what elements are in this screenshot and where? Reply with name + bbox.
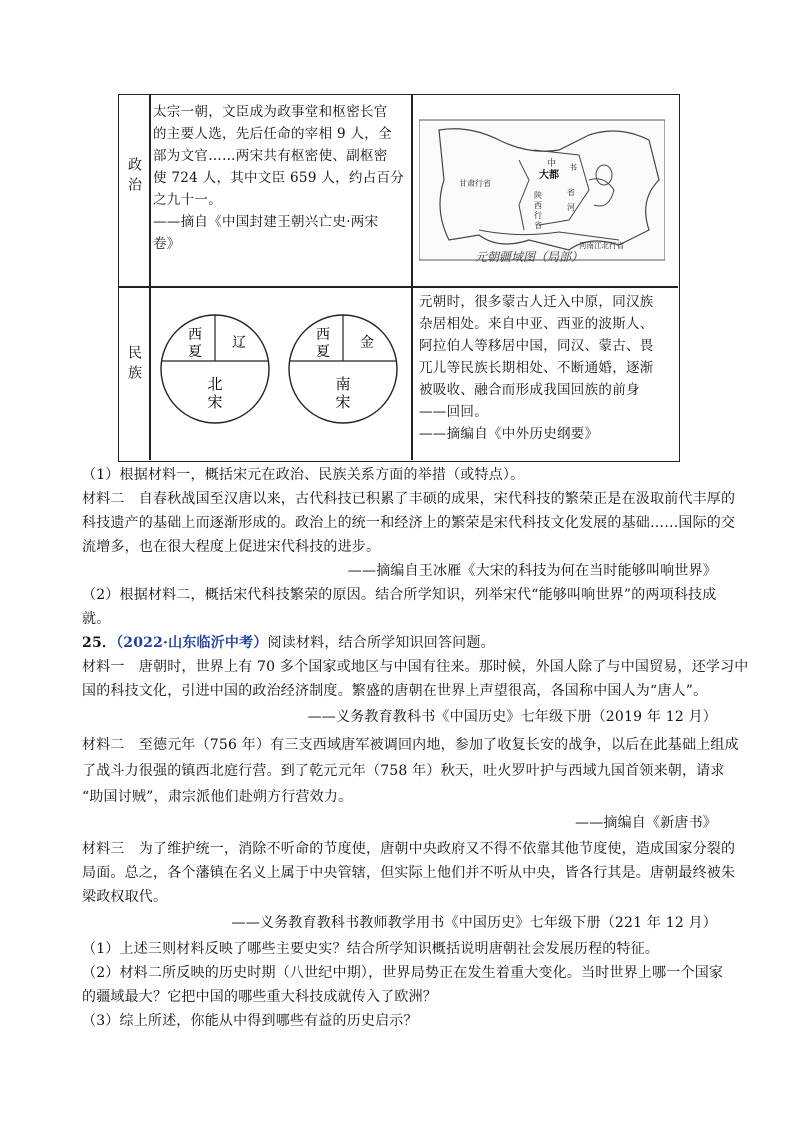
material-2-source: ——摘编自王冰雁《大宋的科技为何在当时能够叫响世界》 — [347, 563, 717, 579]
question-1: （1）根据材料一，概括宋元在政治、民族关系方面的举措（或特点）。 — [82, 467, 525, 483]
material-a3-text: 梁政权取代。 — [82, 889, 168, 905]
map-label: 甘肃行省 — [459, 179, 491, 188]
map-label: 西 — [534, 201, 542, 210]
material-a2-text: “助国讨贼”，肃宗派他们赴朔方行营效力。 — [82, 789, 353, 805]
question-b3: （3）综上所述，你能从中得到哪些有益的历史启示？ — [82, 1013, 418, 1029]
material-a3-source: ——义务教育教科书教师教学用书《中国历史》七年级下册（221 年 12 月） — [231, 915, 717, 931]
label-jin: 金 — [360, 335, 374, 351]
map-label: 中 — [547, 159, 557, 169]
question-b1: （1）上述三则材料反映了哪些主要史实？结合所学知识概括说明唐朝社会发展历程的特征。 — [82, 941, 660, 957]
map-label: 省 — [567, 188, 575, 197]
label-nansong: 宋 — [335, 393, 351, 411]
material-2-text: 流增多，也在很大程度上促进宋代科技的进步。 — [82, 539, 381, 555]
table-divider — [411, 287, 413, 460]
label-xixia: 夏 — [188, 344, 202, 360]
label-xixia: 夏 — [316, 344, 330, 360]
label-xixia: 西 — [316, 327, 330, 343]
map-label: 河南江北行省 — [579, 241, 624, 250]
row-label-ethnic: 民族 — [126, 345, 142, 385]
row-label-politics: 政治 — [126, 157, 142, 197]
table-divider — [119, 286, 678, 288]
map-label: 行 — [534, 211, 542, 220]
table-divider — [149, 95, 151, 460]
material-a2-text: 材料二 至德元年（756 年）有三支西域唐军被调回内地，参加了收复长安的战争，以后在此基础上组成 — [82, 737, 739, 753]
label-xixia: 西 — [188, 327, 202, 343]
material-a1-text: 材料一 唐朝时，世界上有 70 多个国家或地区与中国有往来。那时候，外国人除了与中国贸易，还学习中 — [82, 659, 749, 675]
map-label-dadu: 大都 — [539, 170, 559, 181]
dynasty-coexistence-diagram — [157, 309, 401, 429]
material-2-text: 科技遗产的基础上而逐渐形成的。政治上的统一和经济上的繁荣是宋代科技文化发展的基础……国际的交 — [82, 515, 736, 531]
ethnic-text: 元朝时，很多蒙古人迁入中原，同汉族 杂居相处。来自中亚、西亚的波斯人、 阿拉伯人等移居中国，同汉、蒙古、畏 兀儿等民族长期相处、不断通婚，逐渐 被吸收、融合而形成我国回族的前身 ——回回。 ——摘编自《中外历史纲要》 — [419, 294, 654, 442]
question-2: （2）根据材料二，概括宋代科技繁荣的原因。结合所学知识，列举宋代“能够叫响世界”的两项科技成 — [82, 587, 717, 603]
question-b2: （2）材料二所反映的历史时期（八世纪中期），世界局势正在发生着重大变化。当时世界上哪一个国家 — [82, 965, 724, 981]
map-label: 书 — [569, 163, 577, 172]
label-liao: 辽 — [232, 335, 246, 351]
table-divider — [411, 95, 413, 287]
question-2: 就。 — [82, 611, 111, 627]
material-a1-source: ——义务教育教科书《中国历史》七年级下册（2019 年 12 月） — [307, 709, 717, 725]
circle-southern-song — [289, 315, 397, 423]
label-beisong: 北 — [207, 375, 223, 393]
material-a1-text: 国的科技文化，引进中国的政治经济制度。繁盛的唐朝在世界上声望很高，各国称中国人为“唐人”。 — [82, 683, 708, 699]
material-a3-text: 材料三 为了维护统一，消除不听命的节度使，唐朝中央政府又不得不依靠其他节度使，造成国家分裂的 — [82, 841, 736, 857]
problem-source: （2022·山东临沂中考） — [116, 635, 268, 651]
label-nansong: 南 — [335, 375, 351, 393]
politics-text: 太宗一朝，文臣成为政事堂和枢密长官 的主要人选，先后任命的宰相 9 人，全 部为文官……两宋共有枢密使、副枢密 使 724 人，其中文臣 659 人，约占百分 之九十一。 ——摘自《中国封建王朝兴亡史·两宋 卷》 — [153, 104, 405, 252]
question-b2: 的疆域最大？它把中国的哪些重大科技成就传入了欧洲？ — [82, 989, 437, 1005]
problem-number: 25． — [82, 635, 117, 651]
circle-northern-song — [161, 315, 269, 423]
problem-instruction: 阅读材料，结合所学知识回答问题。 — [267, 635, 495, 651]
material-table — [118, 94, 680, 462]
material-a3-text: 局面。总之，各个藩镇在名义上属于中央管辖，但实际上他们并不听从中央，皆各行其是。唐朝最终被朱 — [82, 865, 736, 881]
map-label: 陕 — [534, 191, 542, 200]
map-label: 省 — [534, 221, 542, 230]
label-beisong: 宋 — [207, 393, 223, 411]
material-2-text: 材料二 自春秋战国至汉唐以来，古代科技已积累了丰硕的成果，宋代科技的繁荣正是在汲取前代丰厚的 — [82, 491, 736, 507]
map-caption: 元朝疆域图（局部） — [475, 250, 584, 264]
material-a2-text: 了战斗力很强的镇西北庭行营。到了乾元元年（758 年）秋天，吐火罗叶护与西域九国首领来朝，请求 — [82, 763, 725, 779]
material-a2-source: ——摘编自《新唐书》 — [575, 815, 717, 831]
map-label: 河 — [567, 203, 575, 212]
problem-25-header — [82, 632, 495, 654]
